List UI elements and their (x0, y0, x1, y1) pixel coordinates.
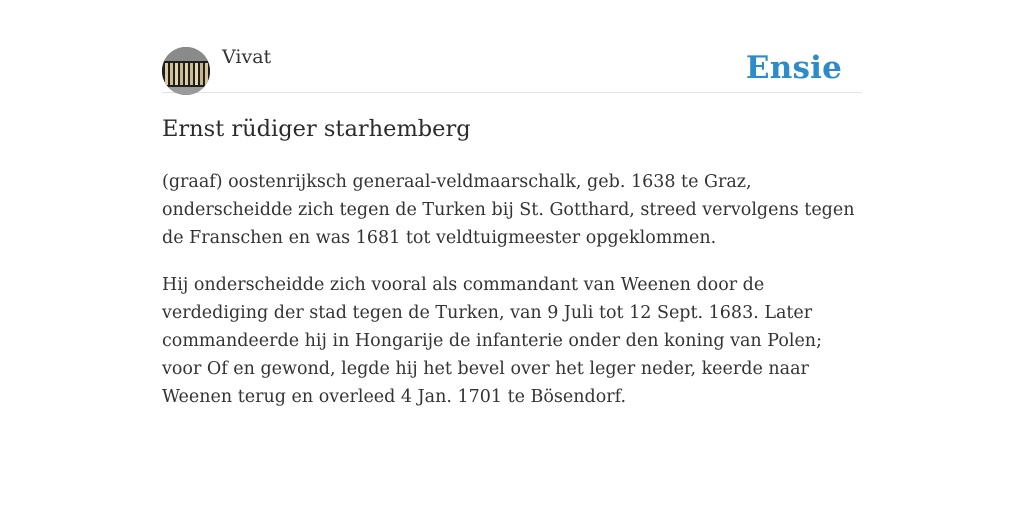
header (162, 0, 862, 93)
page (162, 0, 862, 407)
source-name-link[interactable]: Vivat (222, 46, 272, 68)
entry-paragraph: Hij onderscheidde zich vooral als commandant van Weenen door de verdediging der stad tegen de Turken, van 9 Juli tot 12 Sept. 1683. Later commandeerde hij in Hongarije de infanterie onder den koning van Polen; voor Of en gewond, legde hij het bevel over het leger neder, keerde naar Weenen terug en overleed 4 Jan. 1701 te Bösendorf. (162, 275, 822, 407)
entry-paragraph: (graaf) oostenrijksch generaal-veldmaarschalk, geb. 1638 te Graz, onderscheidde zich tegen de Turken bij St. Gotthard, streed vervolgens tegen de Franschen en was 1681 tot veldtuigmeester opgeklommen. (162, 172, 855, 248)
brand-logo-link[interactable]: Ensie (745, 50, 842, 86)
book-spines-icon[interactable] (162, 47, 210, 95)
entry-title: Ernst rüdiger starhemberg (162, 116, 471, 142)
entry-body (162, 168, 862, 430)
